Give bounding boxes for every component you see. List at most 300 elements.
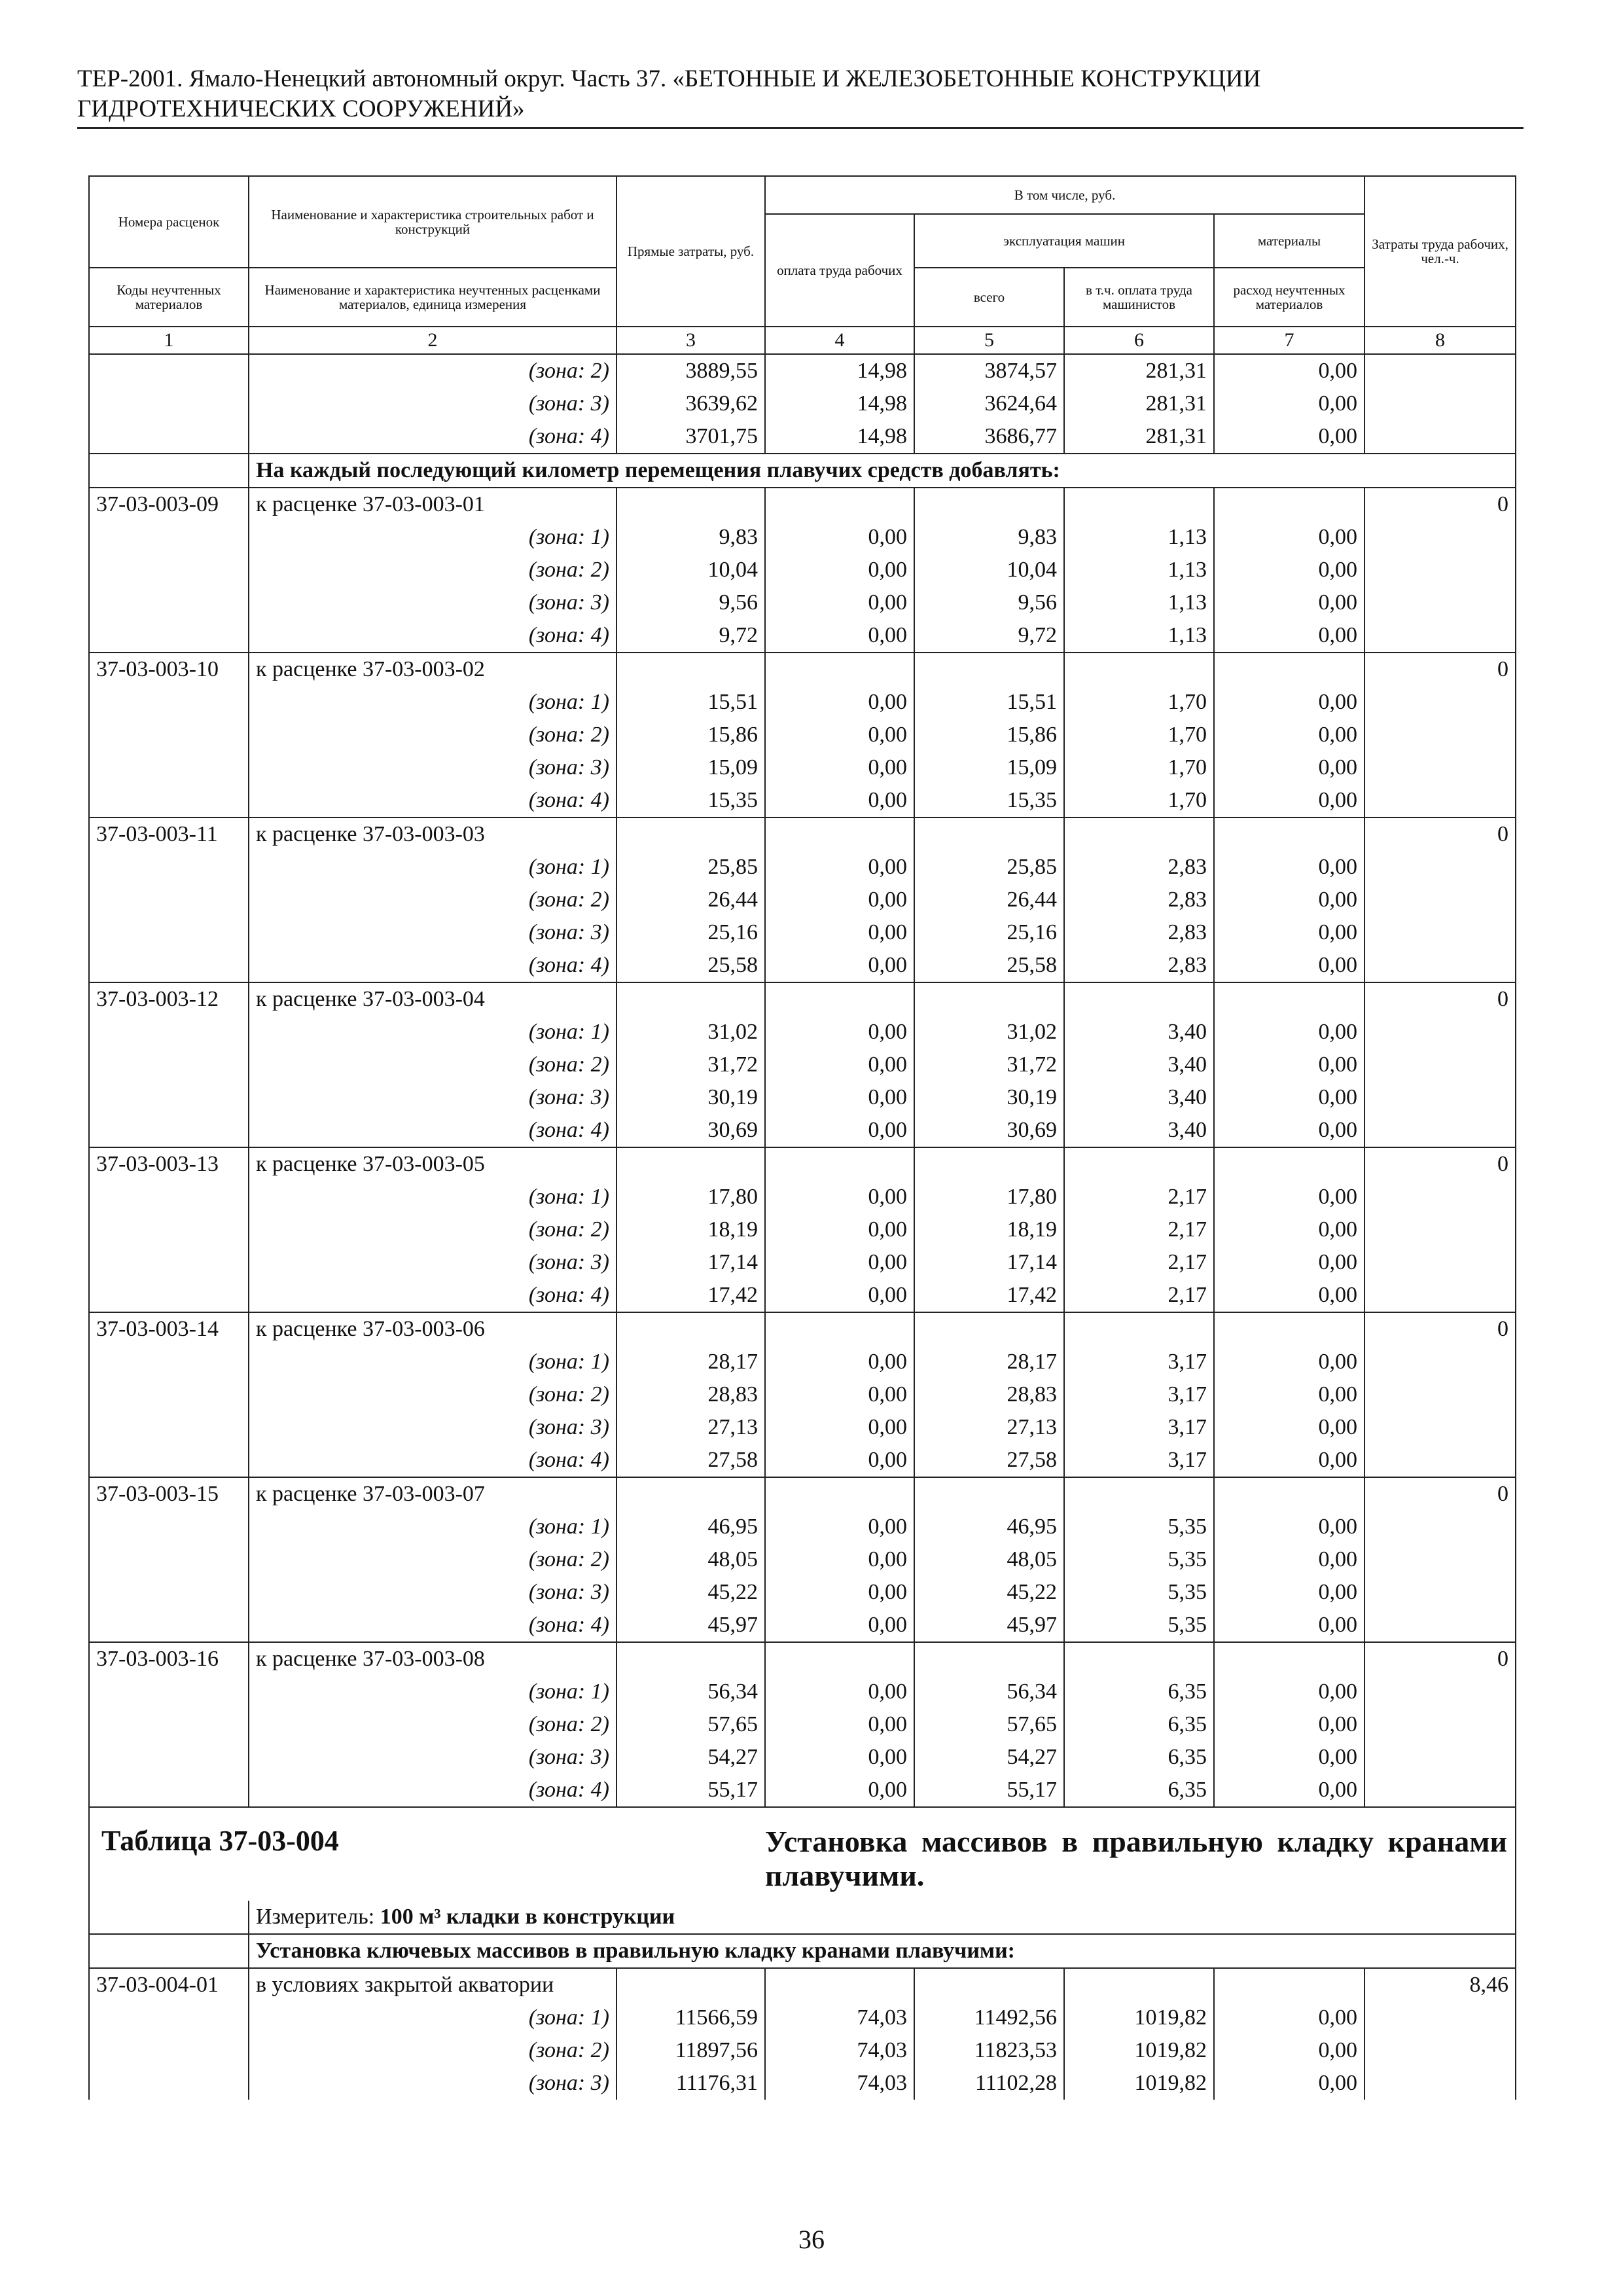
empty-cell <box>1214 982 1364 1016</box>
zone-label: (зона: 2) <box>249 1049 616 1081</box>
labor-hours: 0 <box>1364 488 1516 521</box>
zone-row <box>89 1676 1516 1708</box>
empty-cell <box>1214 1477 1364 1511</box>
labor-pay: 0,00 <box>765 1346 914 1378</box>
header-rate-numbers: Номера расценок <box>89 176 249 268</box>
zone-row <box>89 1016 1516 1049</box>
machine-labor-pay: 3,17 <box>1064 1346 1214 1378</box>
labor-hours: 8,46 <box>1364 1968 1516 2001</box>
rate-name: к расценке 37-03-003-01 <box>249 488 616 521</box>
zone-label: (зона: 4) <box>249 1279 616 1312</box>
header-materials-consumption: расход неучтенных материалов <box>1214 268 1364 327</box>
rate-row <box>89 982 1516 1016</box>
zone-label: (зона: 3) <box>249 1411 616 1444</box>
machine-labor-pay: 3,17 <box>1064 1411 1214 1444</box>
labor-hours-cell <box>1364 1411 1516 1444</box>
column-number: 6 <box>1064 327 1214 354</box>
materials-cost: 0,00 <box>1214 1081 1364 1114</box>
machine-labor-pay: 3,17 <box>1064 1378 1214 1411</box>
zone-row <box>89 619 1516 653</box>
header-machine-operation: эксплуатация машин <box>914 214 1214 268</box>
empty-cell <box>1064 1477 1214 1511</box>
empty-cell <box>89 454 249 488</box>
rate-code-cell <box>89 354 249 387</box>
direct-cost: 30,19 <box>616 1081 765 1114</box>
empty-cell <box>616 488 765 521</box>
direct-cost: 30,69 <box>616 1114 765 1147</box>
zone-label: (зона: 3) <box>249 1741 616 1774</box>
machine-total: 56,34 <box>914 1676 1064 1708</box>
labor-pay: 14,98 <box>765 387 914 420</box>
empty-cell <box>765 1312 914 1346</box>
machine-labor-pay: 1,70 <box>1064 719 1214 751</box>
zone-label: (зона: 3) <box>249 387 616 420</box>
machine-total: 27,58 <box>914 1444 1064 1477</box>
rate-row <box>89 1147 1516 1181</box>
labor-pay: 0,00 <box>765 1081 914 1114</box>
direct-cost: 3639,62 <box>616 387 765 420</box>
machine-labor-pay: 5,35 <box>1064 1576 1214 1609</box>
machine-labor-pay: 1,13 <box>1064 521 1214 554</box>
machine-labor-pay: 6,35 <box>1064 1774 1214 1807</box>
labor-pay: 74,03 <box>765 2001 914 2034</box>
page-number: 36 <box>798 2225 825 2254</box>
labor-pay: 0,00 <box>765 1181 914 1213</box>
machine-labor-pay: 5,35 <box>1064 1511 1214 1543</box>
materials-cost: 0,00 <box>1214 2001 1364 2034</box>
document-header <box>77 64 1524 129</box>
rate-code-cell <box>89 1181 249 1213</box>
direct-cost: 15,86 <box>616 719 765 751</box>
machine-total: 15,51 <box>914 686 1064 719</box>
labor-hours-cell <box>1364 719 1516 751</box>
direct-cost: 28,83 <box>616 1378 765 1411</box>
machine-total: 31,72 <box>914 1049 1064 1081</box>
labor-hours-cell <box>1364 2034 1516 2067</box>
column-number: 3 <box>616 327 765 354</box>
zone-label: (зона: 3) <box>249 1576 616 1609</box>
rate-name: к расценке 37-03-003-02 <box>249 653 616 686</box>
column-number: 4 <box>765 327 914 354</box>
machine-labor-pay: 3,40 <box>1064 1049 1214 1081</box>
labor-hours-cell <box>1364 2067 1516 2100</box>
rate-code: 37-03-003-15 <box>89 1477 249 1511</box>
labor-pay: 0,00 <box>765 1411 914 1444</box>
labor-pay: 0,00 <box>765 1741 914 1774</box>
materials-cost: 0,00 <box>1214 354 1364 387</box>
machine-labor-pay: 2,17 <box>1064 1279 1214 1312</box>
empty-cell <box>1064 1642 1214 1676</box>
rate-code-cell <box>89 884 249 916</box>
machine-total: 28,83 <box>914 1378 1064 1411</box>
labor-hours-cell <box>1364 1511 1516 1543</box>
labor-hours-cell <box>1364 1049 1516 1081</box>
empty-cell <box>765 1147 914 1181</box>
labor-hours-cell <box>1364 784 1516 817</box>
rate-code-cell <box>89 2034 249 2067</box>
machine-labor-pay: 5,35 <box>1064 1543 1214 1576</box>
labor-pay: 0,00 <box>765 949 914 982</box>
zone-row <box>89 1181 1516 1213</box>
labor-hours-cell <box>1364 1609 1516 1642</box>
machine-labor-pay: 3,40 <box>1064 1114 1214 1147</box>
labor-hours-cell <box>1364 1741 1516 1774</box>
labor-hours-cell <box>1364 851 1516 884</box>
machine-labor-pay: 1,70 <box>1064 686 1214 719</box>
rate-name: к расценке 37-03-003-07 <box>249 1477 616 1511</box>
rate-code: 37-03-003-12 <box>89 982 249 1016</box>
labor-hours-cell <box>1364 2001 1516 2034</box>
machine-total: 25,16 <box>914 916 1064 949</box>
header-material-names: Наименование и характеристика неучтенных расценками материалов, единица измерения <box>249 268 616 327</box>
machine-total: 15,86 <box>914 719 1064 751</box>
machine-total: 15,09 <box>914 751 1064 784</box>
rate-code-cell <box>89 751 249 784</box>
labor-pay: 0,00 <box>765 554 914 586</box>
empty-cell <box>616 1312 765 1346</box>
zone-label: (зона: 2) <box>249 1378 616 1411</box>
machine-total: 30,19 <box>914 1081 1064 1114</box>
zone-label: (зона: 3) <box>249 1081 616 1114</box>
empty-cell <box>765 982 914 1016</box>
rate-code-cell <box>89 1016 249 1049</box>
materials-cost: 0,00 <box>1214 784 1364 817</box>
direct-cost: 25,16 <box>616 916 765 949</box>
machine-total: 28,17 <box>914 1346 1064 1378</box>
labor-hours-cell <box>1364 1181 1516 1213</box>
zone-row <box>89 1741 1516 1774</box>
machine-total: 17,80 <box>914 1181 1064 1213</box>
empty-cell <box>1064 1968 1214 2001</box>
labor-pay: 74,03 <box>765 2034 914 2067</box>
zone-row <box>89 884 1516 916</box>
labor-hours-cell <box>1364 387 1516 420</box>
labor-pay: 0,00 <box>765 1114 914 1147</box>
zone-label: (зона: 1) <box>249 1676 616 1708</box>
direct-cost: 17,80 <box>616 1181 765 1213</box>
labor-hours-cell <box>1364 420 1516 454</box>
labor-hours-cell <box>1364 1543 1516 1576</box>
machine-labor-pay: 1019,82 <box>1064 2001 1214 2034</box>
zone-label: (зона: 3) <box>249 751 616 784</box>
zone-row <box>89 2034 1516 2067</box>
direct-cost: 55,17 <box>616 1774 765 1807</box>
zone-row <box>89 1213 1516 1246</box>
rate-code-cell <box>89 1246 249 1279</box>
machine-total: 18,19 <box>914 1213 1064 1246</box>
machine-labor-pay: 2,83 <box>1064 916 1214 949</box>
zone-label: (зона: 2) <box>249 354 616 387</box>
machine-labor-pay: 281,31 <box>1064 420 1214 454</box>
machine-total: 45,22 <box>914 1576 1064 1609</box>
direct-cost: 11176,31 <box>616 2067 765 2100</box>
section-row <box>89 454 1516 488</box>
rate-code-cell <box>89 851 249 884</box>
materials-cost: 0,00 <box>1214 1609 1364 1642</box>
zone-row <box>89 1708 1516 1741</box>
machine-labor-pay: 2,17 <box>1064 1181 1214 1213</box>
direct-cost: 54,27 <box>616 1741 765 1774</box>
materials-cost: 0,00 <box>1214 851 1364 884</box>
rate-code-cell <box>89 719 249 751</box>
rate-code-cell <box>89 1114 249 1147</box>
labor-hours-cell <box>1364 1576 1516 1609</box>
rate-code-cell <box>89 949 249 982</box>
machine-labor-pay: 1019,82 <box>1064 2067 1214 2100</box>
empty-cell <box>914 1477 1064 1511</box>
machine-labor-pay: 1,70 <box>1064 784 1214 817</box>
materials-cost: 0,00 <box>1214 2034 1364 2067</box>
empty-cell <box>914 1312 1064 1346</box>
zone-label: (зона: 4) <box>249 1609 616 1642</box>
zone-row <box>89 851 1516 884</box>
direct-cost: 15,51 <box>616 686 765 719</box>
empty-cell <box>1214 653 1364 686</box>
rate-name: в условиях закрытой акватории <box>249 1968 616 2001</box>
direct-cost: 9,72 <box>616 619 765 653</box>
empty-cell <box>1214 1312 1364 1346</box>
zone-row <box>89 1774 1516 1807</box>
zone-row <box>89 1346 1516 1378</box>
machine-labor-pay: 6,35 <box>1064 1741 1214 1774</box>
zone-label: (зона: 3) <box>249 2067 616 2100</box>
rate-code-cell <box>89 554 249 586</box>
machine-labor-pay: 2,83 <box>1064 851 1214 884</box>
empty-cell <box>89 1901 249 1934</box>
table-id-cell <box>89 1807 765 1901</box>
rate-code-cell <box>89 1741 249 1774</box>
section-title: На каждый последующий километр перемещения плавучих средств добавлять: <box>249 454 1516 488</box>
direct-cost: 15,35 <box>616 784 765 817</box>
rate-code-cell <box>89 2067 249 2100</box>
labor-hours-cell <box>1364 1444 1516 1477</box>
labor-pay: 0,00 <box>765 916 914 949</box>
labor-pay: 0,00 <box>765 1774 914 1807</box>
materials-cost: 0,00 <box>1214 1741 1364 1774</box>
labor-pay: 14,98 <box>765 354 914 387</box>
header-labor-cost: Затраты труда рабочих, чел.-ч. <box>1364 176 1516 327</box>
zone-row <box>89 1511 1516 1543</box>
zone-label: (зона: 2) <box>249 884 616 916</box>
materials-cost: 0,00 <box>1214 884 1364 916</box>
rate-code: 37-03-003-14 <box>89 1312 249 1346</box>
rate-code-cell <box>89 619 249 653</box>
labor-pay: 0,00 <box>765 586 914 619</box>
rate-name: к расценке 37-03-003-05 <box>249 1147 616 1181</box>
zone-label: (зона: 2) <box>249 554 616 586</box>
rate-code-cell <box>89 1511 249 1543</box>
direct-cost: 11566,59 <box>616 2001 765 2034</box>
column-number: 5 <box>914 327 1064 354</box>
zone-row <box>89 2001 1516 2034</box>
machine-total: 3874,57 <box>914 354 1064 387</box>
machine-labor-pay: 1,13 <box>1064 586 1214 619</box>
header-material-codes: Коды неучтенных материалов <box>89 268 249 327</box>
rate-name: к расценке 37-03-003-03 <box>249 817 616 851</box>
direct-cost: 57,65 <box>616 1708 765 1741</box>
zone-row <box>89 354 1516 387</box>
empty-cell <box>914 1147 1064 1181</box>
zone-label: (зона: 2) <box>249 1708 616 1741</box>
rate-code-cell <box>89 387 249 420</box>
zone-row <box>89 1378 1516 1411</box>
empty-cell <box>914 488 1064 521</box>
zone-row <box>89 420 1516 454</box>
machine-total: 25,85 <box>914 851 1064 884</box>
table-id: Таблица 37-03-004 <box>101 1825 339 1857</box>
labor-hours-cell <box>1364 1378 1516 1411</box>
labor-hours: 0 <box>1364 653 1516 686</box>
empty-cell <box>1214 1642 1364 1676</box>
materials-cost: 0,00 <box>1214 1444 1364 1477</box>
rate-code-cell <box>89 1411 249 1444</box>
machine-labor-pay: 1019,82 <box>1064 2034 1214 2067</box>
machine-total: 57,65 <box>914 1708 1064 1741</box>
materials-cost: 0,00 <box>1214 1774 1364 1807</box>
column-number: 2 <box>249 327 616 354</box>
rate-code: 37-03-003-09 <box>89 488 249 521</box>
direct-cost: 45,97 <box>616 1609 765 1642</box>
empty-cell <box>616 1477 765 1511</box>
zone-row <box>89 1081 1516 1114</box>
zone-label: (зона: 4) <box>249 784 616 817</box>
zone-row <box>89 1049 1516 1081</box>
machine-total: 10,04 <box>914 554 1064 586</box>
machine-labor-pay: 1,13 <box>1064 554 1214 586</box>
materials-cost: 0,00 <box>1214 2067 1364 2100</box>
rates-table <box>88 175 1516 2100</box>
header-direct-costs: Прямые затраты, руб. <box>616 176 765 327</box>
empty-cell <box>1064 1147 1214 1181</box>
zone-row <box>89 586 1516 619</box>
zone-label: (зона: 1) <box>249 2001 616 2034</box>
unit-row <box>89 1901 1516 1934</box>
materials-cost: 0,00 <box>1214 1049 1364 1081</box>
labor-hours-cell <box>1364 586 1516 619</box>
rate-code: 37-03-003-13 <box>89 1147 249 1181</box>
zone-label: (зона: 1) <box>249 1181 616 1213</box>
labor-pay: 0,00 <box>765 1576 914 1609</box>
labor-pay: 0,00 <box>765 851 914 884</box>
empty-cell <box>1064 653 1214 686</box>
rate-row <box>89 488 1516 521</box>
zone-label: (зона: 2) <box>249 719 616 751</box>
labor-pay: 0,00 <box>765 1246 914 1279</box>
empty-cell <box>914 817 1064 851</box>
zone-row <box>89 1576 1516 1609</box>
direct-cost: 17,14 <box>616 1246 765 1279</box>
materials-cost: 0,00 <box>1214 586 1364 619</box>
labor-hours: 0 <box>1364 1312 1516 1346</box>
materials-cost: 0,00 <box>1214 1708 1364 1741</box>
column-numbers-row <box>89 327 1516 354</box>
rate-row <box>89 1477 1516 1511</box>
zone-row <box>89 1543 1516 1576</box>
direct-cost: 31,02 <box>616 1016 765 1049</box>
rate-code-cell <box>89 1444 249 1477</box>
column-number: 7 <box>1214 327 1364 354</box>
labor-hours-cell <box>1364 1016 1516 1049</box>
machine-total: 9,72 <box>914 619 1064 653</box>
labor-hours-cell <box>1364 1774 1516 1807</box>
machine-labor-pay: 2,83 <box>1064 884 1214 916</box>
machine-total: 3686,77 <box>914 420 1064 454</box>
empty-cell <box>616 1968 765 2001</box>
zone-row <box>89 554 1516 586</box>
machine-total: 9,83 <box>914 521 1064 554</box>
rate-name: к расценке 37-03-003-04 <box>249 982 616 1016</box>
machine-labor-pay: 281,31 <box>1064 387 1214 420</box>
zone-row <box>89 916 1516 949</box>
materials-cost: 0,00 <box>1214 1346 1364 1378</box>
direct-cost: 25,85 <box>616 851 765 884</box>
rate-code-cell <box>89 1576 249 1609</box>
table-body <box>89 354 1516 2100</box>
labor-hours-cell <box>1364 884 1516 916</box>
materials-cost: 0,00 <box>1214 420 1364 454</box>
header-including: В том числе, руб. <box>765 176 1364 214</box>
materials-cost: 0,00 <box>1214 1411 1364 1444</box>
direct-cost: 10,04 <box>616 554 765 586</box>
machine-labor-pay: 1,70 <box>1064 751 1214 784</box>
materials-cost: 0,00 <box>1214 1543 1364 1576</box>
materials-cost: 0,00 <box>1214 1378 1364 1411</box>
materials-cost: 0,00 <box>1214 1181 1364 1213</box>
rate-code-cell <box>89 1081 249 1114</box>
machine-labor-pay: 3,40 <box>1064 1016 1214 1049</box>
rate-code-cell <box>89 420 249 454</box>
direct-cost: 15,09 <box>616 751 765 784</box>
header-line-2: ГИДРОТЕХНИЧЕСКИХ СООРУЖЕНИЙ» <box>77 96 525 122</box>
labor-hours-cell <box>1364 1676 1516 1708</box>
direct-cost: 17,42 <box>616 1279 765 1312</box>
materials-cost: 0,00 <box>1214 1279 1364 1312</box>
machine-total: 3624,64 <box>914 387 1064 420</box>
materials-cost: 0,00 <box>1214 1676 1364 1708</box>
zone-row <box>89 751 1516 784</box>
machine-labor-pay: 2,83 <box>1064 949 1214 982</box>
empty-cell <box>1064 817 1214 851</box>
direct-cost: 48,05 <box>616 1543 765 1576</box>
rate-row <box>89 817 1516 851</box>
direct-cost: 18,19 <box>616 1213 765 1246</box>
machine-total: 17,14 <box>914 1246 1064 1279</box>
header-labor-pay: оплата труда рабочих <box>765 214 914 327</box>
machine-total: 15,35 <box>914 784 1064 817</box>
labor-hours-cell <box>1364 1213 1516 1246</box>
zone-row <box>89 719 1516 751</box>
empty-cell <box>1214 1147 1364 1181</box>
empty-cell <box>616 1147 765 1181</box>
labor-hours-cell <box>1364 1081 1516 1114</box>
rate-code-cell <box>89 1609 249 1642</box>
direct-cost: 28,17 <box>616 1346 765 1378</box>
labor-hours-cell <box>1364 1279 1516 1312</box>
zone-label: (зона: 3) <box>249 586 616 619</box>
labor-hours-cell <box>1364 949 1516 982</box>
empty-cell <box>1064 1312 1214 1346</box>
direct-cost: 27,58 <box>616 1444 765 1477</box>
rate-name: к расценке 37-03-003-06 <box>249 1312 616 1346</box>
labor-hours: 0 <box>1364 1642 1516 1676</box>
direct-cost: 9,83 <box>616 521 765 554</box>
machine-labor-pay: 3,17 <box>1064 1444 1214 1477</box>
unit-cell <box>249 1901 1516 1934</box>
empty-cell <box>765 817 914 851</box>
header-machine-total: всего <box>914 268 1064 327</box>
zone-label: (зона: 4) <box>249 1444 616 1477</box>
empty-cell <box>765 1477 914 1511</box>
